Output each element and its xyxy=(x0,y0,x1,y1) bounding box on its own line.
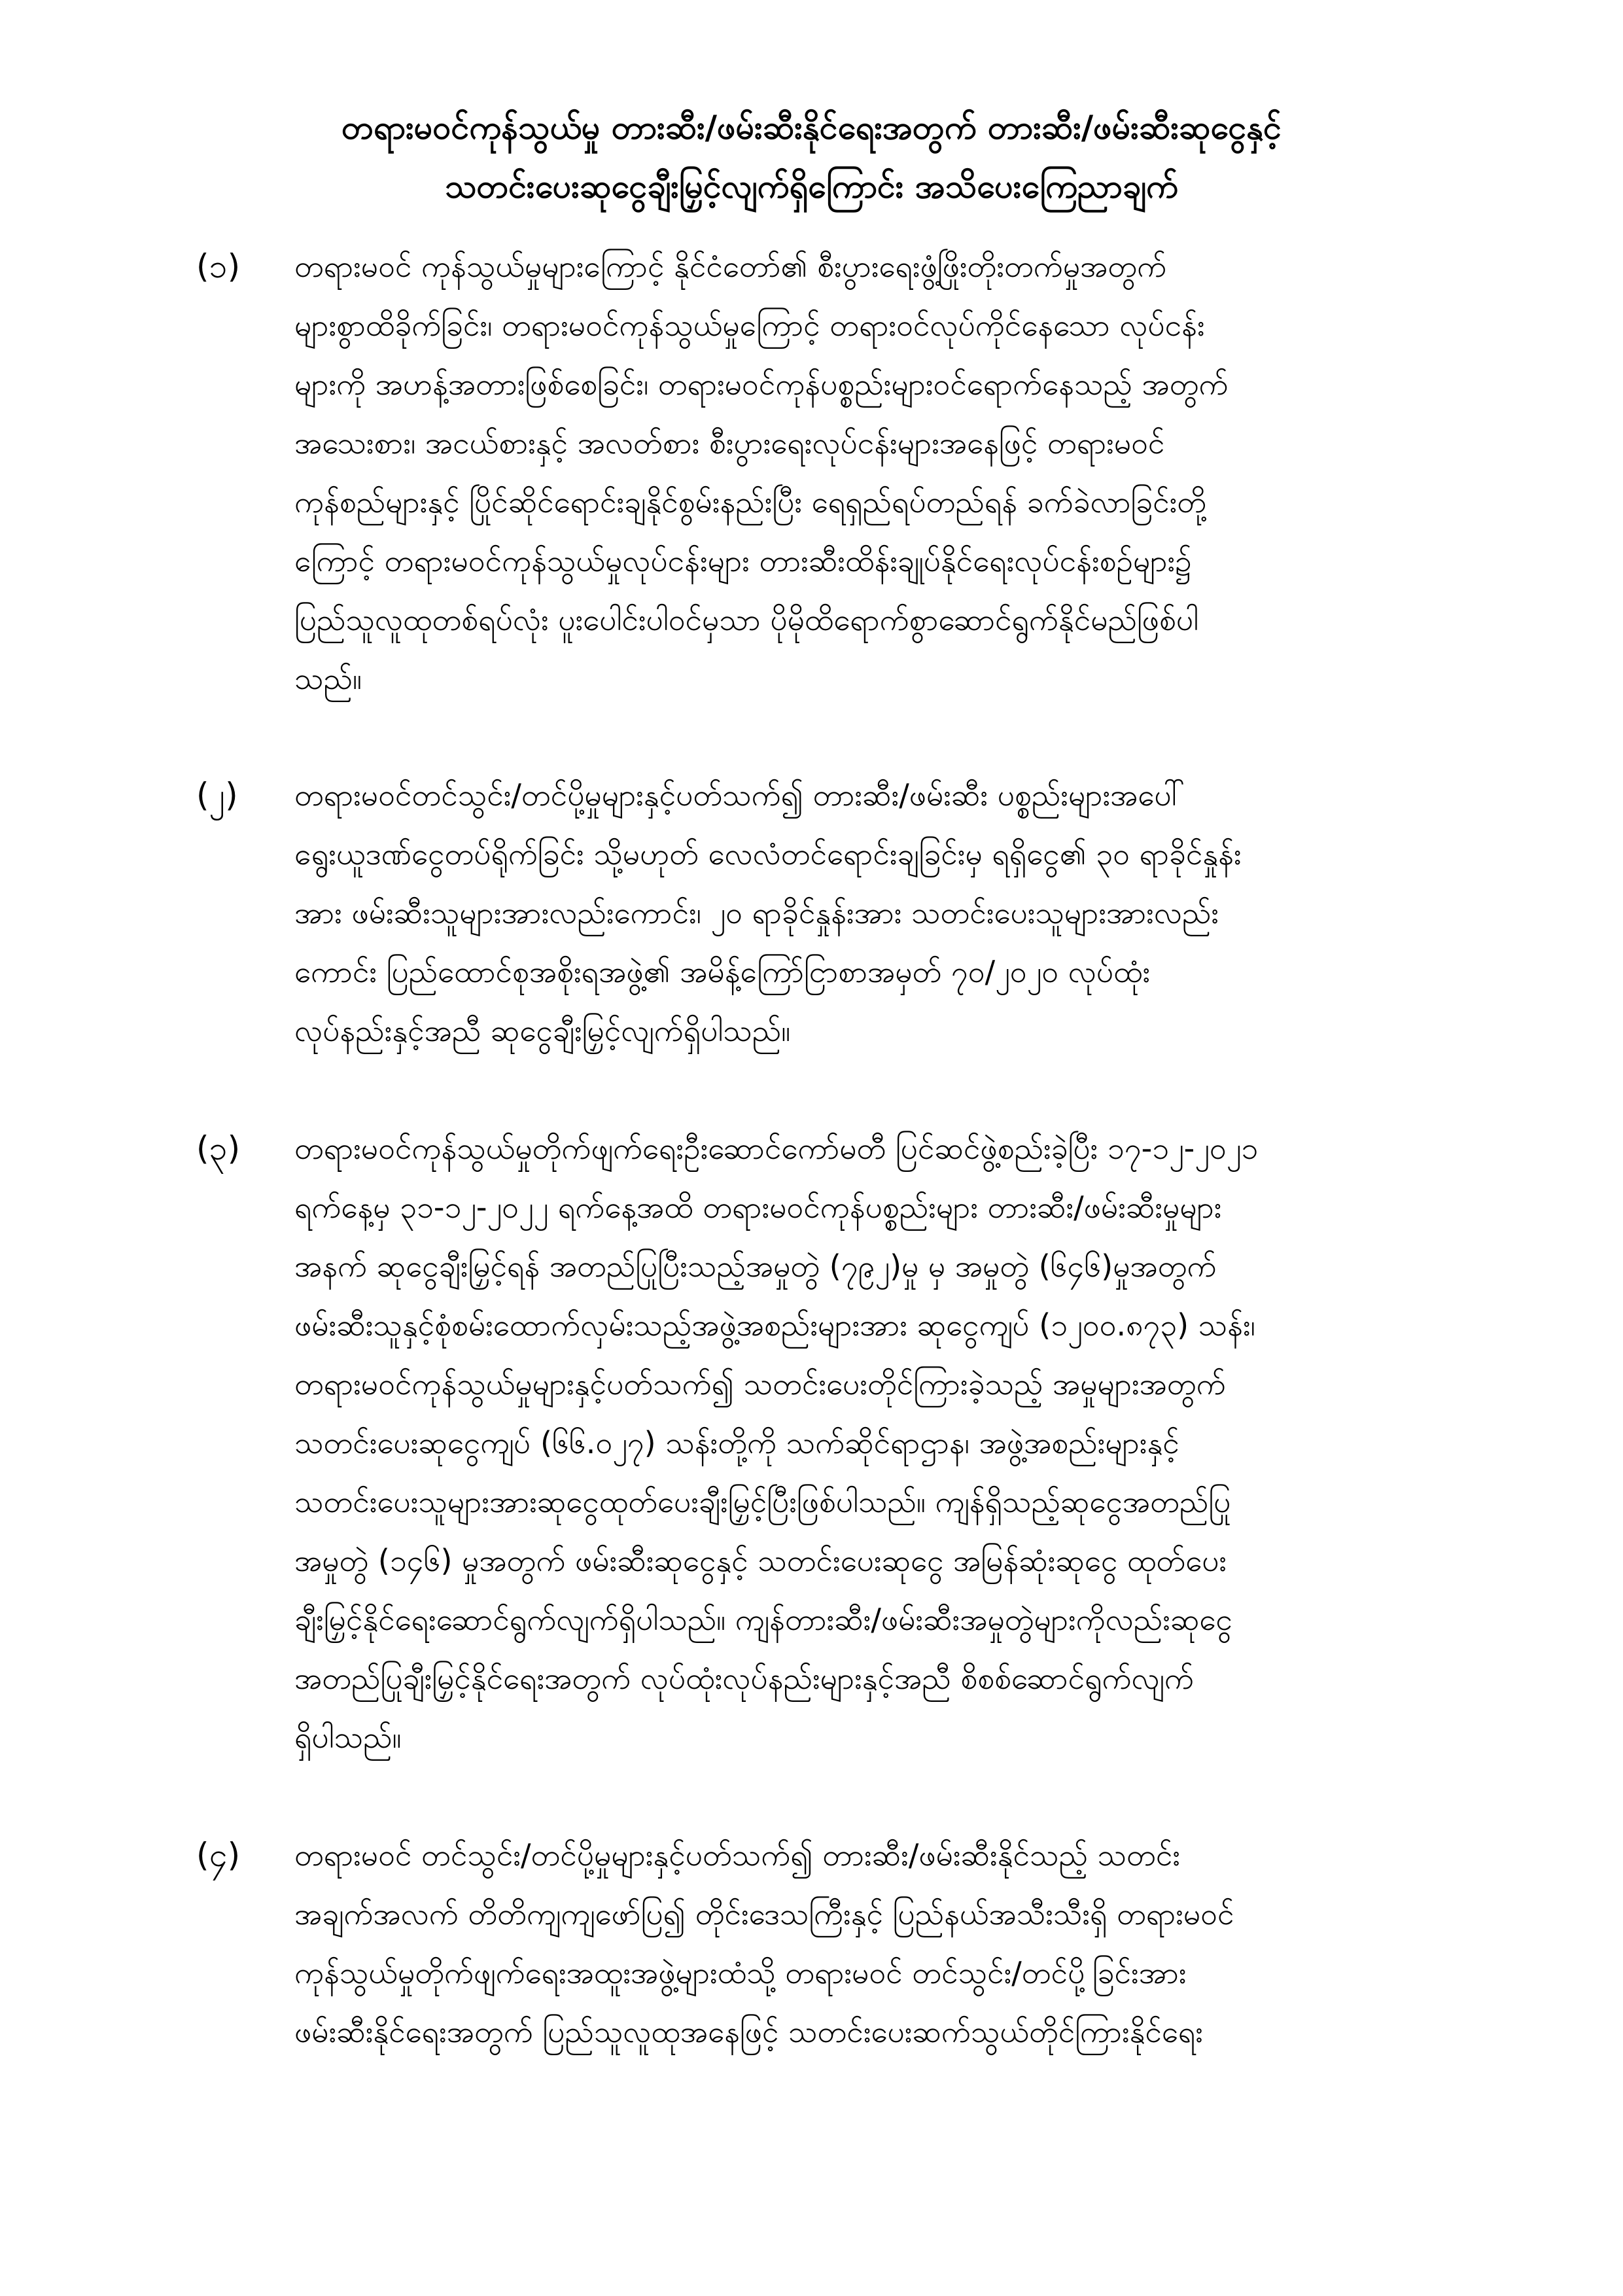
paragraph-line: ကောင်း ပြည်ထောင်စုအစိုးရအဖွဲ့၏ အမိန့်ကြော်ငြာစာအမှတ် ၇၀/၂၀၂၀ လုပ်ထုံး xyxy=(294,954,1151,989)
document-title-line-2: သတင်းပေးဆုငွေချီးမြှင့်လျက်ရှိကြောင်း အသိပေးကြေညာချက် xyxy=(445,168,1178,205)
paragraph-line: အား ဖမ်းဆီးသူများအားလည်းကောင်း၊ ၂၀ ရာခိုင်နှုန်းအား သတင်းပေးသူများအားလည်း xyxy=(294,895,1219,930)
paragraph-line: အနက် ဆုငွေချီးမြှင့်ရန် အတည်ပြုပြီးသည့်အမှုတွဲ (၇၉၂)မှု မှ အမှုတွဲ (၆၄၆)မှုအတွက် xyxy=(294,1248,1217,1284)
paragraph-line: အတည်ပြုချီးမြှင့်နိုင်ရေးအတွက် လုပ်ထုံးလုပ်နည်းများနှင့်အညီ စိစစ်ဆောင်ရွက်လျက် xyxy=(294,1661,1194,1696)
paragraph-number: (၃) xyxy=(196,1129,241,1167)
paragraph-line: တရားမဝင် တင်သွင်း/တင်ပို့မှုများနှင့်ပတ်သက်၍ တားဆီး/ဖမ်းဆီးနိုင်သည့် သတင်း xyxy=(294,1837,1181,1873)
paragraph-line: သတင်းပေးသူများအားဆုငွေထုတ်ပေးချီးမြှင့်ပြီးဖြစ်ပါသည်။ ကျန်ရှိသည့်ဆုငွေအတည်ပြု xyxy=(294,1484,1231,1519)
paragraph-number: (၄) xyxy=(196,1836,241,1874)
paragraph-line: ဖမ်းဆီးနိုင်ရေးအတွက် ပြည်သူလူထုအနေဖြင့် သတင်းပေးဆက်သွယ်တိုင်ကြားနိုင်ရေး xyxy=(294,2014,1203,2049)
paragraph-line: ကြောင့် တရားမဝင်ကုန်သွယ်မှုလုပ်ငန်းများ တားဆီးထိန်းချုပ်နိုင်ရေးလုပ်ငန်းစဉ်များ၌ xyxy=(294,543,1192,578)
paragraph-line: များစွာထိခိုက်ခြင်း၊ တရားမဝင်ကုန်သွယ်မှုကြောင့် တရားဝင်လုပ်ကိုင်နေသော လုပ်ငန်း xyxy=(294,308,1205,343)
paragraph-line: ရှိပါသည်။ xyxy=(294,1720,402,1755)
paragraph-line: ချီးမြှင့်နိုင်ရေးဆောင်ရွက်လျက်ရှိပါသည်။ ကျန်တားဆီး/ဖမ်းဆီးအမှုတွဲများကိုလည်းဆုငွေ xyxy=(294,1602,1232,1637)
paragraph-line: အချက်အလက် တိတိကျကျဖော်ပြ၍ တိုင်းဒေသကြီးနှင့် ပြည်နယ်အသီးသီးရှိ တရားမဝင် xyxy=(294,1896,1234,1932)
paragraph-line: တရားမဝင်ကုန်သွယ်မှုတိုက်ဖျက်ရေးဦးဆောင်ကော်မတီ ပြင်ဆင်ဖွဲ့စည်းခဲ့ပြီး ၁၇-၁၂-၂၀၂၁ xyxy=(294,1131,1259,1166)
paragraph-line: တရားမဝင်ကုန်သွယ်မှုများနှင့်ပတ်သက်၍ သတင်းပေးတိုင်ကြားခဲ့သည့် အမှုများအတွက် xyxy=(294,1366,1226,1402)
paragraph-line: ရွေးယူဒဏ်ငွေတပ်ရိုက်ခြင်း သို့မဟုတ် လေလံတင်ရောင်းချခြင်းမှ ရရှိငွေ၏ ၃၀ ရာခိုင်နှုန်း xyxy=(294,836,1242,872)
paragraph-number: (၁) xyxy=(196,247,241,285)
paragraph-line: သည်။ xyxy=(294,661,362,696)
document-title-line-1: တရားမဝင်ကုန်သွယ်မှု တားဆီး/ဖမ်းဆီးနိုင်ရေးအတွက် တားဆီး/ဖမ်းဆီးဆုငွေနှင့် xyxy=(341,109,1282,147)
paragraph-line: အမှုတွဲ (၁၄၆) မှုအတွက် ဖမ်းဆီးဆုငွေနှင့် သတင်းပေးဆုငွေ အမြန်ဆုံးဆုငွေ ထုတ်ပေး xyxy=(294,1543,1227,1578)
paragraph-line: သတင်းပေးဆုငွေကျပ် (၆၆.၀၂၇) သန်းတို့ကို သက်ဆိုင်ရာဌာန၊ အဖွဲ့အစည်းများနှင့် xyxy=(294,1425,1179,1460)
paragraph-line: အသေးစား၊ အငယ်စားနှင့် အလတ်စား စီးပွားရေးလုပ်ငန်းများအနေဖြင့် တရားမဝင် xyxy=(294,425,1165,461)
paragraph-line: ကုန်စည်များနှင့် ပြိုင်ဆိုင်ရောင်းချနိုင်စွမ်းနည်းပြီး ရေရှည်ရပ်တည်ရန် ခက်ခဲလာခြင်းတို့ xyxy=(294,484,1207,520)
paragraph-line: ကုန်သွယ်မှုတိုက်ဖျက်ရေးအထူးအဖွဲ့များထံသို့ တရားမဝင် တင်သွင်း/တင်ပို့ခြင်းအား xyxy=(294,1955,1187,1990)
paragraph-line: ပြည်သူလူထုတစ်ရပ်လုံး ပူးပေါင်းပါဝင်မှသာ ပိုမိုထိရောက်စွာဆောင်ရွက်နိုင်မည်ဖြစ်ပါ xyxy=(294,602,1199,637)
paragraph-line: ရက်နေ့မှ ၃၁-၁၂-၂၀၂၂ ရက်နေ့အထိ တရားမဝင်ကုန်ပစ္စည်းများ တားဆီး/ဖမ်းဆီးမှုများ xyxy=(294,1190,1222,1225)
paragraph-line: တရားမဝင်တင်သွင်း/တင်ပို့မှုများနှင့်ပတ်သက်၍ တားဆီး/ဖမ်းဆီး ပစ္စည်းများအပေါ် xyxy=(294,777,1185,813)
paragraph-line: တရားမဝင် ကုန်သွယ်မှုများကြောင့် နိုင်ငံတော်၏ စီးပွားရေးဖွံ့ဖြိုးတိုးတက်မှုအတွက် xyxy=(294,249,1167,284)
paragraph-line: များကို အဟန့်အတားဖြစ်စေခြင်း၊ တရားမဝင်ကုန်ပစ္စည်းများဝင်ရောက်နေသည့် အတွက် xyxy=(294,366,1229,402)
paragraph-line: ဖမ်းဆီးသူနှင့်စုံစမ်းထောက်လှမ်းသည့်အဖွဲ့အစည်းများအား ဆုငွေကျပ် (၁၂၀၀.၈၇၃) သန်း၊ xyxy=(294,1307,1255,1343)
paragraph-line: လုပ်နည်းနှင့်အညီ ဆုငွေချီးမြှင့်လျက်ရှိပါသည်။ xyxy=(294,1013,791,1048)
paragraph-number: (၂) xyxy=(196,776,238,814)
